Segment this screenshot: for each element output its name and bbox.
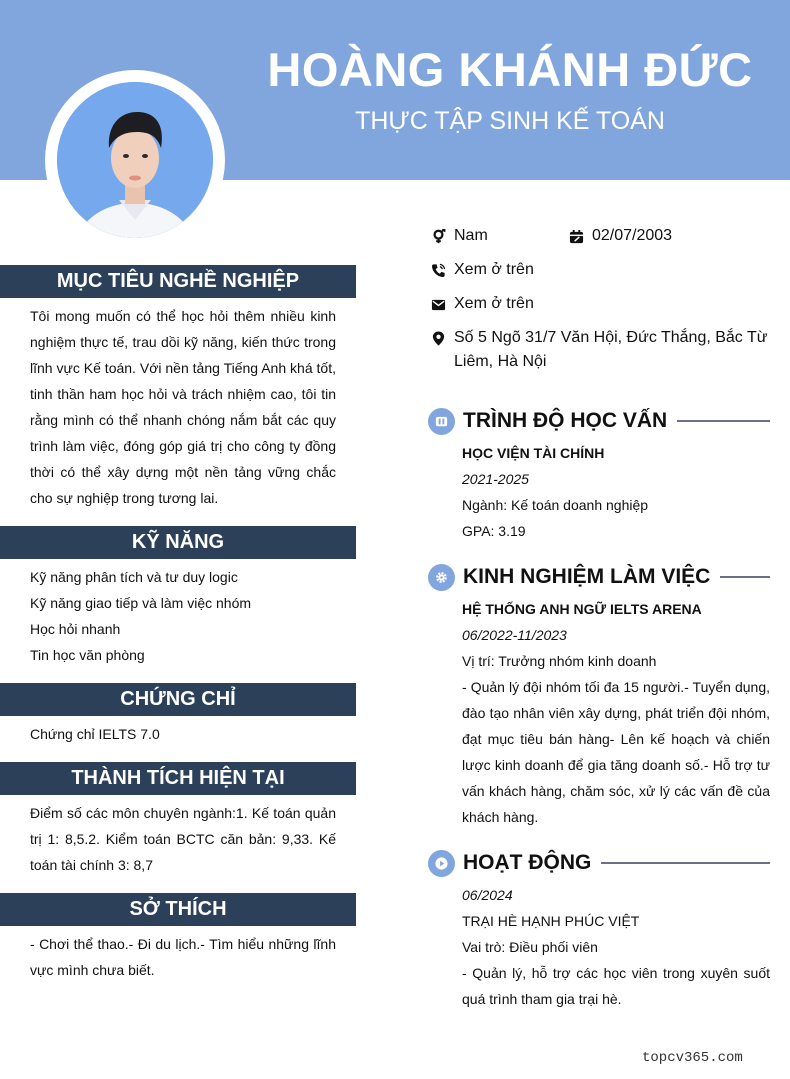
section-header-education: TRÌNH ĐỘ HỌC VẤN [428, 406, 770, 436]
experience-period: 06/2022-11/2023 [462, 627, 567, 643]
book-icon [428, 408, 455, 435]
skill-item: Kỹ năng phân tích và tư duy logic [30, 569, 238, 585]
section-header-skills: KỸ NĂNG [0, 526, 356, 559]
section-header-objective: MỤC TIÊU NGHỀ NGHIỆP [0, 265, 356, 298]
objective-text: Tôi mong muốn có thể học hỏi thêm nhiều kinh nghiệm thực tế, trau dồi kỹ năng, kiến thức trong lĩnh vực Kế toán. Với nền tảng Tiếng Anh khá tốt, tinh thần ham học hỏi và trách nhiệm cao, tôi tin rằng mình có thể nhanh chóng nắm bắt các quy trình làm việc, đóng góp giá trị cho công ty đồng thời có thể xây dựng một nền tảng vững chắc cho sự nghiệp trong tương lai. [30, 308, 336, 506]
contact-address: Số 5 Ngõ 31/7 Văn Hội, Đức Thắng, Bắc Từ Liêm, Hà Nội [430, 326, 775, 374]
activity-period: 06/2024 [462, 887, 513, 903]
company-name: HỆ THỐNG ANH NGỮ IELTS ARENA [462, 601, 702, 617]
section-divider [677, 420, 770, 422]
section-divider [601, 862, 770, 864]
experience-description: - Quản lý đội nhóm tối đa 15 người.- Tuyển dụng, đào tạo nhân viên xây dựng, phát triển đội nhóm, đạt mục tiêu bán hàng- Lên kế hoạch và chiến lược kinh doanh để gia tăng doanh số.- Hỗ trợ tư vấn khách hàng, chăm sóc, xử lý các vấn đề của khách hàng. [462, 679, 770, 825]
activity-organization: TRẠI HÈ HẠNH PHÚC VIỆT [462, 913, 640, 929]
play-circle-icon [428, 850, 455, 877]
phone-icon [430, 258, 446, 282]
education-gpa: GPA: 3.19 [462, 523, 526, 539]
profile-photo [57, 82, 213, 238]
candidate-name: HOÀNG KHÁNH ĐỨC [267, 43, 753, 96]
section-header-activities: HOẠT ĐỘNG [428, 848, 770, 878]
activity-entry [462, 882, 770, 1012]
section-header-experience: KINH NGHIỆM LÀM VIỆC [428, 562, 770, 592]
activity-description: - Quản lý, hỗ trợ các học viên trong xuyên suốt quá trình tham gia trại hè. [462, 965, 770, 1007]
achievements-text: Điểm số các môn chuyên ngành:1. Kế toán quản trị 1: 8,5.2. Kiểm toán BCTC căn bản: 9,33. Kế toán tài chính 3: 8,7 [30, 805, 336, 873]
section-header-achievements: THÀNH TÍCH HIỆN TẠI [0, 762, 356, 795]
watermark: topcv365.com [642, 1050, 743, 1066]
skill-item: Tin học văn phòng [30, 647, 145, 663]
contact-gender: Nam [430, 224, 488, 248]
experience-position: Vị trí: Trưởng nhóm kinh doanh [462, 653, 657, 669]
gender-icon [430, 224, 446, 248]
envelope-icon [430, 292, 446, 316]
education-major: Ngành: Kế toán doanh nghiệp [462, 497, 649, 513]
person-portrait-icon [57, 82, 213, 238]
certificate-item: Chứng chỉ IELTS 7.0 [30, 726, 160, 742]
photo-frame [45, 70, 225, 250]
skill-item: Kỹ năng giao tiếp và làm việc nhóm [30, 595, 252, 611]
experience-entry [462, 596, 770, 830]
contact-email: Xem ở trên [430, 292, 534, 316]
section-header-hobbies: SỞ THÍCH [0, 893, 356, 926]
skills-list [30, 564, 336, 668]
location-pin-icon [430, 326, 446, 350]
education-period: 2021-2025 [462, 471, 529, 487]
contact-phone: Xem ở trên [430, 258, 534, 282]
gear-icon [428, 564, 455, 591]
hobbies-text: - Chơi thể thao.- Đi du lịch.- Tìm hiểu những lĩnh vực mình chưa biết. [30, 936, 336, 978]
section-header-certificates: CHỨNG CHỈ [0, 683, 356, 716]
job-title: THỰC TẬP SINH KẾ TOÁN [355, 107, 665, 135]
contact-birthday: 02/07/2003 [568, 224, 672, 248]
section-divider [720, 576, 770, 578]
calendar-icon [568, 224, 584, 248]
school-name: HỌC VIỆN TÀI CHÍNH [462, 445, 605, 461]
education-entry [462, 440, 770, 544]
skill-item: Học hỏi nhanh [30, 621, 121, 637]
activity-role: Vai trò: Điều phối viên [462, 939, 598, 955]
certificates-list [30, 721, 336, 747]
